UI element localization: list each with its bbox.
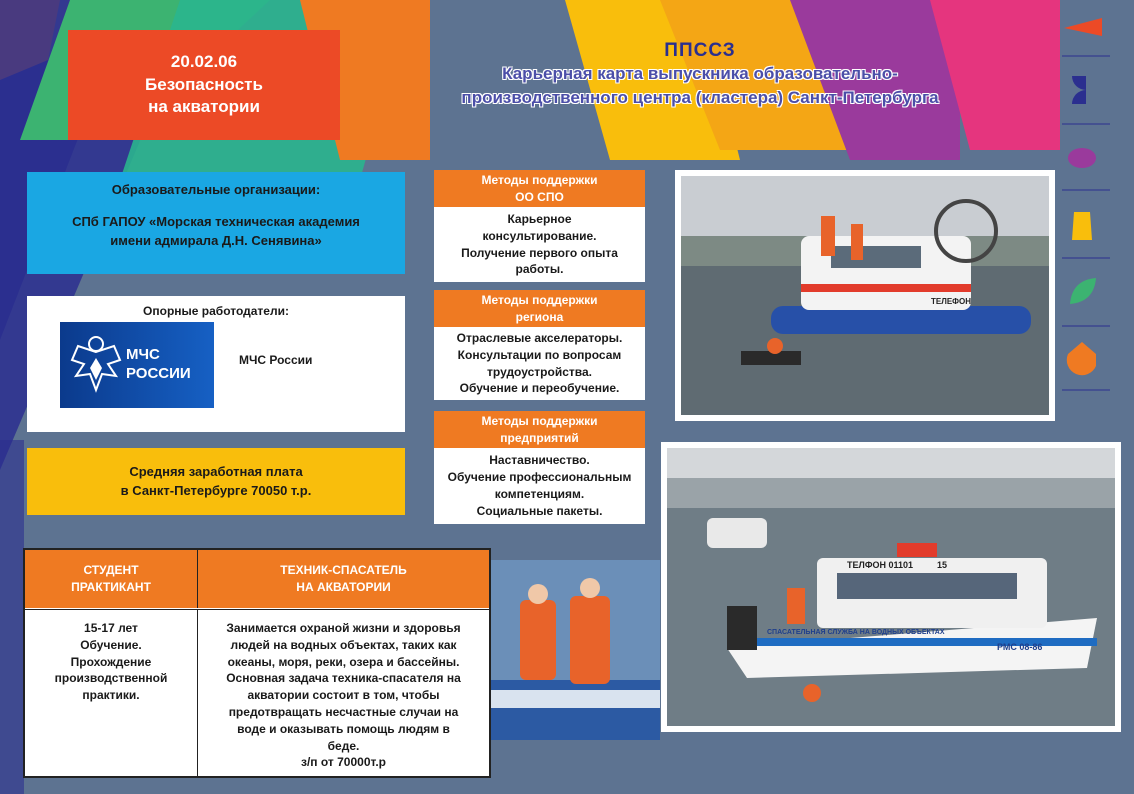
education-box	[27, 172, 405, 274]
education-label: Образовательные организации:	[111, 182, 321, 197]
quarter-circle-icon	[1072, 76, 1086, 90]
employers-box	[27, 296, 405, 432]
boat-registration: РМС 08-86	[997, 642, 1043, 652]
technician-line: беде.	[327, 738, 360, 753]
logo-text-line1: МЧС	[126, 346, 160, 363]
methods-spo-line: работы.	[515, 262, 564, 277]
methods-spo-title2: ОО СПО	[515, 189, 564, 204]
technician-line: воде и оказывать помощь людям в	[237, 721, 450, 736]
table-header-student-line2: ПРАКТИКАНТ	[71, 580, 151, 594]
leaf-icon	[1070, 278, 1096, 304]
stripe-navy-bottom	[0, 440, 24, 794]
salary-box	[27, 448, 405, 515]
eagle-emblem-icon	[66, 330, 126, 400]
technician-salary: з/п от 70000т.р	[301, 755, 386, 770]
methods-region-body	[434, 327, 645, 400]
table-header-technician-line1: ТЕХНИК-СПАСАТЕЛЬ	[280, 563, 407, 578]
student-line: 15-17 лет	[84, 621, 138, 635]
methods-region-line: Отраслевые акселераторы.	[456, 330, 623, 345]
methods-enterprise-title2: предприятий	[500, 430, 579, 445]
methods-region-title1: Методы поддержки	[481, 292, 598, 307]
student-line: практики.	[82, 688, 140, 703]
hovercraft-photo	[675, 170, 1055, 421]
methods-region-header	[434, 290, 645, 327]
methods-spo-line: Карьерное	[507, 211, 572, 226]
student-line: Прохождение	[70, 654, 152, 669]
technician-line: предотвращать несчастные случаи на	[228, 704, 459, 719]
technician-line: океаны, моря, реки, озера и бассейны.	[227, 654, 460, 669]
student-line: производственной	[54, 671, 168, 686]
education-org-line2: имени адмирала Д.Н. Сенявина»	[110, 233, 322, 248]
table-header-technician-line2: НА АКВАТОРИИ	[296, 580, 391, 594]
title-program: ППССЗ	[664, 40, 736, 61]
methods-enterprise-body	[434, 448, 645, 524]
table-cell-technician	[198, 609, 489, 776]
rescuers-photo	[490, 560, 660, 740]
methods-enterprise-line: компетенциям.	[494, 487, 585, 501]
methods-enterprise-line: Обучение профессиональным	[447, 470, 632, 485]
specialty-code: 20.02.06	[170, 51, 238, 71]
technician-line: людей на водных объектах, таких как	[230, 637, 457, 652]
methods-region-title2: региона	[515, 309, 564, 324]
specialty-box	[68, 30, 340, 140]
methods-region-line: трудоустройства.	[487, 364, 592, 379]
boat-number: 15	[937, 560, 948, 570]
methods-spo-line: Получение первого опыта	[461, 245, 618, 260]
title-line2: производственного центра (кластера) Санкт-Петербурга	[461, 87, 939, 107]
table-cell-student	[25, 609, 198, 776]
employer-name: МЧС России	[239, 353, 313, 367]
boat-side-text: СПАСАТЕЛЬНАЯ СЛУЖБА НА ВОДНЫХ ОБЪЕКТАХ	[767, 629, 945, 636]
technician-line: Основная задача техника-спасателя на	[226, 671, 461, 686]
methods-region-line: Обучение и переобучение.	[459, 381, 620, 396]
table-header-technician	[198, 550, 489, 608]
boat-phone: ТЕЛФОН 01101	[847, 560, 914, 570]
education-org-line1: СПб ГАПОУ «Морская техническая академия	[72, 213, 360, 229]
decorative-icons-column	[1062, 14, 1110, 394]
hovercraft-image	[681, 176, 1049, 415]
career-table	[23, 548, 491, 778]
methods-spo-body	[434, 207, 645, 282]
page-title	[350, 40, 1050, 110]
drop-icon	[1067, 342, 1096, 375]
mchs-logo	[60, 322, 214, 408]
salary-line2: в Санкт-Петербурге 70050 т.р.	[120, 482, 312, 498]
rescue-boat-photo	[661, 442, 1121, 732]
hovercraft-label: ТЕЛЕФОН	[931, 297, 971, 306]
specialty-name-line1: Безопасность	[145, 74, 263, 94]
rescue-boat-image	[667, 448, 1115, 726]
specialty-name-line2: на акватории	[148, 97, 260, 117]
methods-spo-header	[434, 170, 645, 207]
oval-icon	[1068, 148, 1096, 168]
technician-line: Занимается охраной жизни и здоровья	[226, 621, 461, 635]
methods-region-line: Консультации по вопросам	[457, 347, 622, 362]
methods-enterprise-line: Социальные пакеты.	[476, 503, 603, 518]
methods-enterprise-title1: Методы поддержки	[481, 413, 598, 428]
methods-enterprise-line: Наставничество.	[489, 453, 590, 468]
salary-line1: Средняя заработная плата	[129, 463, 303, 479]
methods-spo-title1: Методы поддержки	[481, 172, 598, 187]
technician-line: акватории состоит в том, чтобы	[247, 688, 440, 703]
bell-icon	[1072, 212, 1092, 240]
logo-text-line2: РОССИИ	[126, 364, 191, 382]
methods-enterprise-header	[434, 411, 645, 448]
table-header-student-line1: СТУДЕНТ	[83, 563, 139, 578]
triangle-icon	[1064, 18, 1102, 36]
title-line1: Карьерная карта выпускника образовательно-	[502, 64, 898, 83]
student-line: Обучение.	[80, 637, 142, 652]
table-header-student	[25, 550, 198, 608]
employers-label: Опорные работодатели:	[143, 304, 289, 318]
methods-spo-line: консультирование.	[482, 228, 597, 243]
